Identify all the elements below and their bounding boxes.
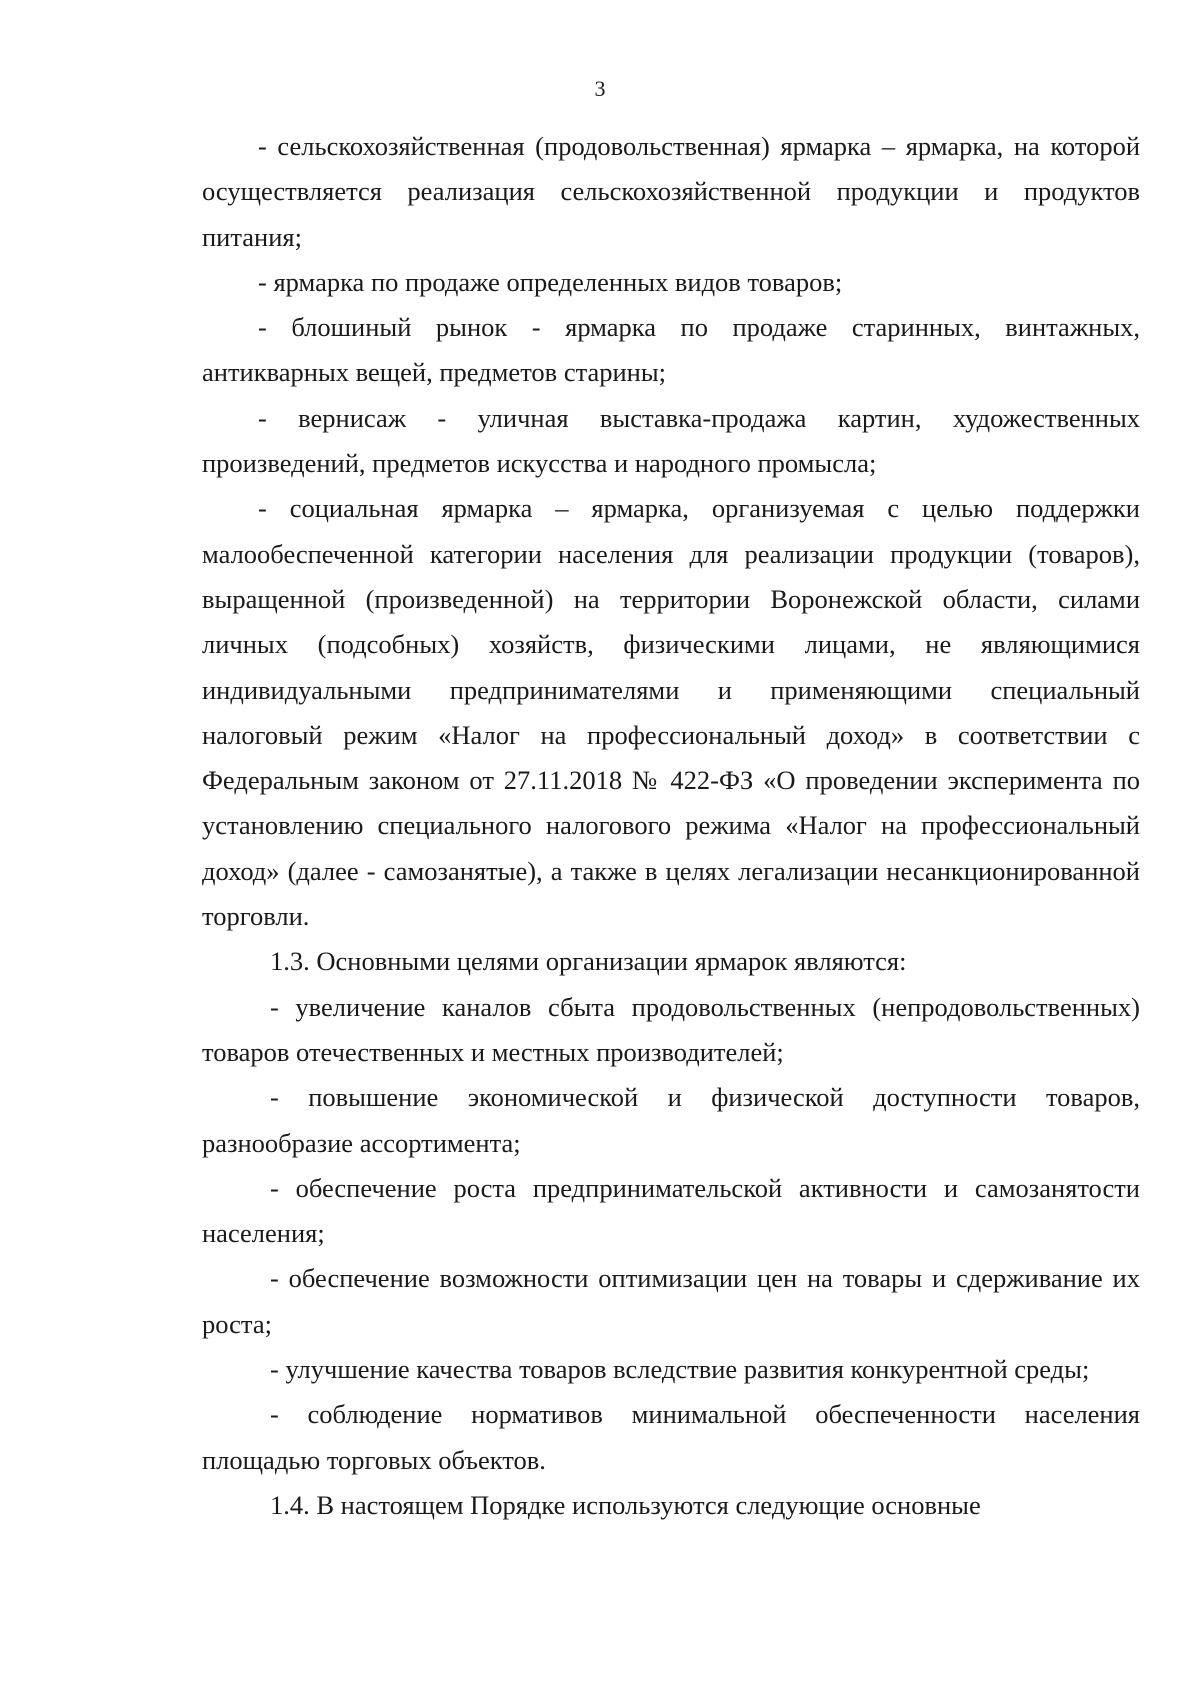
paragraph-section-1-4: 1.4. В настоящем Порядке используются следующие основные <box>270 1489 981 1520</box>
paragraph-vernissage: - вернисаж - уличная выставка-продажа картин, художественных произведений, предметов искусства и народного промысла; <box>202 402 1140 479</box>
paragraph-social-fair: - социальная ярмарка – ярмарка, организуемая с целью поддержки малообеспеченной категории населения для реализации продукции (товаров), выращенной (произведенной) на территории Воронежской области, силами личных (подсобных) хозяйств, физическими лицами, не являющимися индивидуальными предпринимателями и применяющими специальный налоговый режим «Налог на профессиональный доход» в соответствии с Федеральным законом от 27.11.2018 № 422-ФЗ «О проведении эксперимента по установлению специального налогового режима «Налог на профессиональный доход» (далее - самозанятые), а также в целях легализации несанкционированной торговли. <box>202 493 1140 932</box>
paragraph-flea-market: - блошиный рынок - ярмарка по продаже старинных, винтажных, антикварных вещей, предметов старины; <box>202 312 1140 388</box>
paragraph-section-1-3: 1.3. Основными целями организации ярмарок являются: <box>270 946 907 977</box>
paragraph-sales-channels: - увеличение каналов сбыта продовольственных (непродовольственных) товаров отечественных и местных производителей; <box>202 991 1140 1067</box>
paragraph-specific-goods-fair: - ярмарка по продаже определенных видов товаров; <box>258 266 843 297</box>
paragraph-quality: - улучшение качества товаров вследствие развития конкурентной среды; <box>270 1354 1090 1385</box>
paragraph-standards: - соблюдение нормативов минимальной обеспеченности населения площадью торговых объектов. <box>202 1399 1140 1475</box>
paragraph-accessibility: - повышение экономической и физической доступности товаров, разнообразие ассортимента; <box>202 1082 1140 1158</box>
document-body <box>202 124 1140 1528</box>
paragraph-entrepreneurship: - обеспечение роста предпринимательской активности и самозанятости населения; <box>202 1172 1140 1249</box>
page-number: 3 <box>594 76 606 101</box>
paragraph-price-optimization: - обеспечение возможности оптимизации цен на товары и сдерживание их роста; <box>202 1263 1140 1339</box>
paragraph-agricultural-fair: - сельскохозяйственная (продовольственная) ярмарка – ярмарка, на которой осуществляется реализация сельскохозяйственной продукции и продуктов питания; <box>202 131 1140 252</box>
